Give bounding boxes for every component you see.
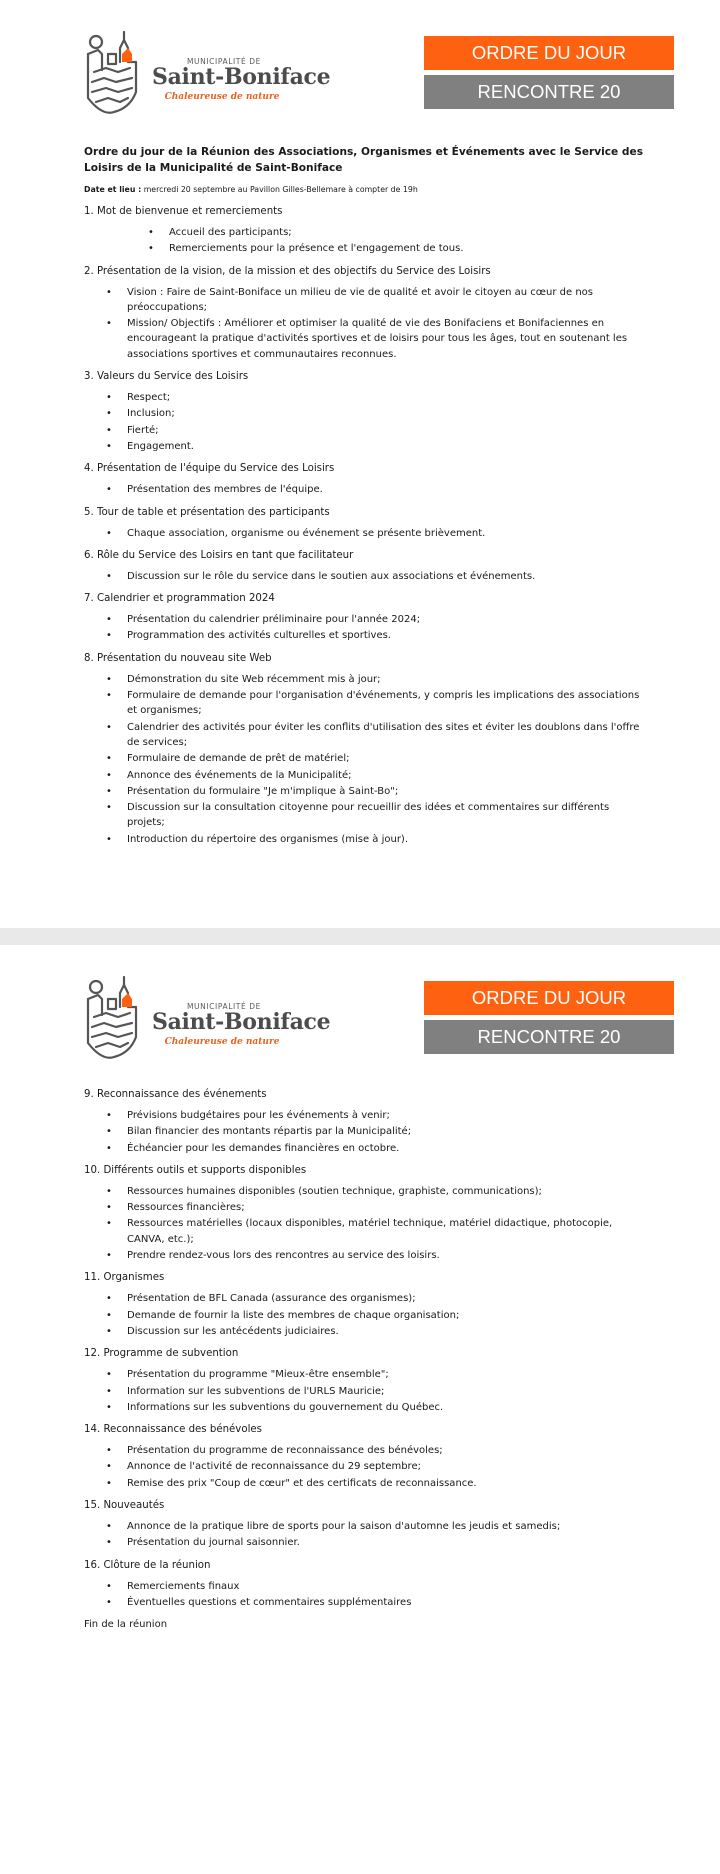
section-list — [84, 225, 644, 257]
list-item: • Annonce des événements de la Municipalité; — [84, 768, 644, 783]
list-item: • Discussion sur les antécédents judiciaires. — [84, 1324, 644, 1339]
section-list — [84, 1291, 644, 1339]
banner-title: ORDRE DU JOUR — [424, 981, 674, 1015]
list-item: • Informations sur les subventions du gouvernement du Québec. — [84, 1400, 644, 1415]
list-item: • Demande de fournir la liste des membres de chaque organisation; — [84, 1308, 644, 1323]
list-item: • Remise des prix "Coup de cœur" et des certificats de reconnaissance. — [84, 1476, 644, 1491]
logo-tagline: Chaleureuse de nature — [164, 1037, 280, 1047]
section-title: 4. Présentation de l'équipe du Service des Loisirs — [84, 463, 335, 475]
list-item: • Présentation de BFL Canada (assurance des organismes); — [84, 1291, 644, 1306]
section-list — [84, 1108, 644, 1156]
list-item: • Prendre rendez-vous lors des rencontres au service des loisirs. — [84, 1248, 644, 1263]
logo-name: Saint-Boniface — [152, 64, 331, 90]
section-title: 8. Présentation du nouveau site Web — [84, 652, 272, 664]
list-item: • Ressources financières; — [84, 1200, 644, 1215]
section-title: 3. Valeurs du Service des Loisirs — [84, 371, 249, 383]
municipality-logo-icon — [84, 28, 140, 118]
list-item: • Démonstration du site Web récemment mis à jour; — [84, 672, 644, 687]
section-list — [84, 482, 644, 497]
section-title: 9. Reconnaissance des événements — [84, 1089, 267, 1100]
list-item: • Présentation du programme "Mieux-être ensemble"; — [84, 1367, 644, 1382]
list-item: • Respect; — [84, 390, 644, 405]
list-item: • Présentation du journal saisonnier. — [84, 1535, 644, 1550]
list-item: • Engagement. — [84, 439, 644, 454]
list-item: • Éventuelles questions et commentaires supplémentaires — [84, 1595, 644, 1610]
list-item: • Bilan financier des montants répartis par la Municipalité; — [84, 1124, 644, 1139]
list-item: • Discussion sur la consultation citoyenne pour recueillir des idées et commentaires sur différents projets; — [84, 800, 644, 831]
logo-subtitle: MUNICIPALITÉ DE — [186, 57, 261, 66]
list-item: • Présentation du formulaire "Je m'implique à Saint-Bo"; — [84, 784, 644, 799]
list-item: • Présentation du calendrier préliminaire pour l'année 2024; — [84, 612, 644, 627]
section-title: 5. Tour de table et présentation des participants — [84, 506, 330, 518]
document-title: Ordre du jour de la Réunion des Associations, Organismes et Événements avec le Service des Loisirs de la Municipalité de Saint-Boniface — [84, 146, 644, 174]
list-item: • Présentation des membres de l'équipe. — [84, 482, 644, 497]
section-title: 1. Mot de bienvenue et remerciements — [84, 206, 283, 217]
section-title: 6. Rôle du Service des Loisirs en tant que facilitateur — [84, 549, 354, 561]
section-title: 12. Programme de subvention — [84, 1348, 239, 1360]
section-title: 16. Clôture de la réunion — [84, 1559, 211, 1571]
list-item: • Prévisions budgétaires pour les événements à venir; — [84, 1108, 644, 1123]
page-header — [0, 0, 720, 136]
list-item: • Ressources matérielles (locaux disponibles, matériel technique, matériel didactique, photocopie, CANVA, etc.); — [84, 1216, 644, 1247]
list-item: • Présentation du programme de reconnaissance des bénévoles; — [84, 1443, 644, 1458]
section-title: 2. Présentation de la vision, de la mission et des objectifs du Service des Loisirs — [84, 265, 491, 277]
date-location — [84, 184, 644, 196]
list-item: • Fierté; — [84, 423, 644, 438]
list-item: • Inclusion; — [84, 406, 644, 421]
list-item: • Vision : Faire de Saint-Boniface un milieu de vie de qualité et avoir le citoyen au cœur de nos préoccupations; — [84, 285, 644, 316]
section-list — [84, 1579, 644, 1611]
banner-subtitle: RENCONTRE 20 SEPTEMBRE — [424, 1020, 674, 1054]
list-item: • Accueil des participants; — [84, 225, 644, 240]
list-item: • Formulaire de demande de prêt de matériel; — [84, 751, 644, 766]
section-list — [84, 672, 644, 847]
logo-subtitle: MUNICIPALITÉ DE — [186, 1002, 261, 1011]
list-item: • Chaque association, organisme ou événement se présente brièvement. — [84, 526, 644, 541]
section-title: 14. Reconnaissance des bénévoles — [84, 1424, 262, 1436]
list-item: • Information sur les subventions de l'URLS Mauricie; — [84, 1384, 644, 1399]
agenda-content-page-1 — [84, 144, 644, 854]
logo-tagline: Chaleureuse de nature — [164, 92, 280, 102]
section-title: 10. Différents outils et supports disponibles — [84, 1164, 307, 1176]
list-item: • Introduction du répertoire des organismes (mise à jour). — [84, 832, 644, 847]
section-list — [84, 612, 644, 644]
list-item: • Remerciements pour la présence et l'engagement de tous. — [84, 241, 644, 256]
section-list — [84, 1519, 644, 1551]
section-title: 15. Nouveautés — [84, 1500, 165, 1512]
list-item: • Échéancier pour les demandes financières en octobre. — [84, 1141, 644, 1156]
document-page-2 — [0, 945, 720, 1874]
section-list — [84, 390, 644, 454]
document-page-1 — [0, 0, 720, 928]
list-item: • Annonce de la pratique libre de sports pour la saison d'automne les jeudis et samedis; — [84, 1519, 644, 1534]
list-item: • Annonce de l'activité de reconnaissance du 29 septembre; — [84, 1459, 644, 1474]
logo-name: Saint-Boniface — [152, 1009, 331, 1035]
section-list — [84, 1367, 644, 1415]
banner-subtitle: RENCONTRE 20 SEPTEMBRE — [424, 75, 674, 109]
date-label: Date et lieu : — [84, 185, 142, 194]
list-item: • Calendrier des activités pour éviter les conflits d'utilisation des sites et éviter les doublons dans l'offre de services; — [84, 720, 644, 751]
list-item: • Ressources humaines disponibles (soutien technique, graphiste, communications); — [84, 1184, 644, 1199]
section-list — [84, 526, 644, 541]
date-text: mercredi 20 septembre au Pavillon Gilles-Bellemare à compter de 19h — [141, 185, 418, 194]
list-item: • Mission/ Objectifs : Améliorer et optimiser la qualité de vie des Bonifaciens et Bonifaciennes en encourageant la pratique d'activités sportives et de loisirs pour tous les âges, tout en soutenant les associations sportives et communautaires reconnues. — [84, 316, 644, 362]
section-title: 11. Organismes — [84, 1272, 165, 1284]
section-list — [84, 285, 644, 362]
banner-title: ORDRE DU JOUR — [424, 36, 674, 70]
section-list — [84, 569, 644, 584]
list-item: • Remerciements finaux — [84, 1579, 644, 1594]
section-title: 7. Calendrier et programmation 2024 — [84, 593, 275, 605]
list-item: • Programmation des activités culturelles et sportives. — [84, 628, 644, 643]
list-item: • Discussion sur le rôle du service dans le soutien aux associations et événements. — [84, 569, 644, 584]
closing-text: Fin de la réunion — [84, 1619, 168, 1631]
page-header — [0, 945, 720, 1081]
section-list — [84, 1443, 644, 1491]
list-item: • Formulaire de demande pour l'organisation d'événements, y compris les implications des associations et organismes; — [84, 688, 644, 719]
municipality-logo-icon — [84, 973, 140, 1063]
section-list — [84, 1184, 644, 1263]
agenda-content-page-2 — [84, 1087, 644, 1642]
